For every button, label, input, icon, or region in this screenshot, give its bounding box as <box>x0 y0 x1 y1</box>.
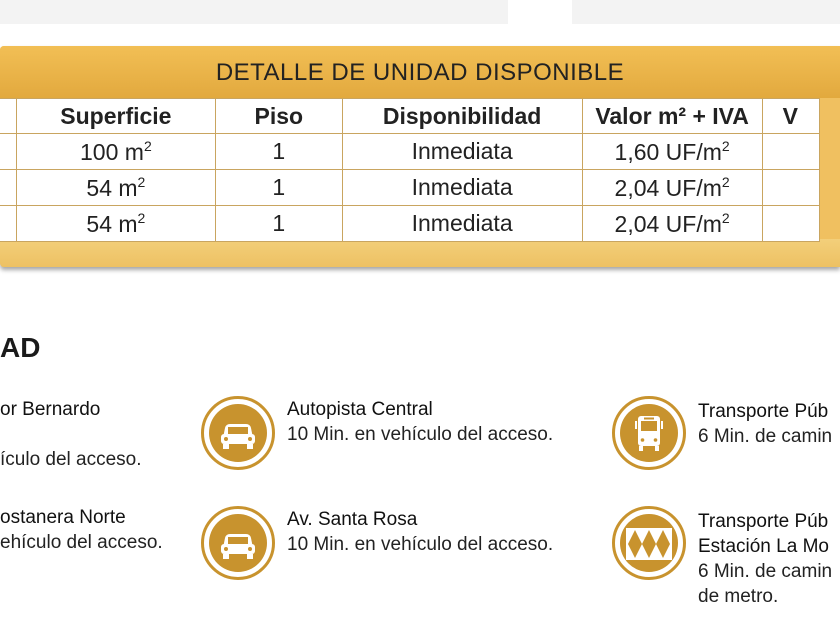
cell-valor: 1,60 $UF/m^2$ <box>582 134 762 170</box>
metro-icon <box>612 506 686 580</box>
bus-icon <box>612 396 686 470</box>
cell-piso: 1 <box>216 206 343 242</box>
location-item: ostanera Norte ehículo del acceso. <box>0 507 163 553</box>
cell-superficie: 54 $m^2$ <box>16 206 215 242</box>
column-header-superficie: Superficie <box>16 99 215 134</box>
table-row <box>0 170 820 206</box>
column-header-piso: Piso <box>216 99 343 134</box>
cell-disponibilidad: Inmediata <box>342 206 582 242</box>
location-item: Transporte Púb 6 Min. de camin <box>698 401 833 447</box>
location-item: Transporte Púb Estación La Mo 6 Min. de camin de metro. <box>698 511 833 607</box>
cell-superficie: 54 $m^2$ <box>16 170 215 206</box>
cell-superficie: 100 $m^2$ <box>16 134 215 170</box>
cell-piso: 1 <box>216 134 343 170</box>
column-header-disponibilidad: Disponibilidad <box>342 99 582 134</box>
top-bar-right <box>572 0 840 24</box>
table-footer-band <box>0 239 840 267</box>
section-title: AD <box>0 332 41 363</box>
car-icon <box>201 396 275 470</box>
cell-disponibilidad: Inmediata <box>342 170 582 206</box>
cell-valor: 2,04 $UF/m^2$ <box>582 206 762 242</box>
car-icon <box>201 506 275 580</box>
location-item: Autopista Central 10 Min. en vehículo del acceso. <box>287 399 554 445</box>
table-header-row <box>0 99 820 134</box>
table-row <box>0 134 820 170</box>
units-table <box>0 98 820 242</box>
cell-piso: 1 <box>216 170 343 206</box>
location-item: Av. Santa Rosa 10 Min. en vehículo del acceso. <box>287 509 554 555</box>
table-row <box>0 206 820 242</box>
table-title: DETALLE DE UNIDAD DISPONIBLE <box>215 59 625 86</box>
column-header <box>0 99 16 134</box>
cell-disponibilidad: Inmediata <box>342 134 582 170</box>
cell-valor: 2,04 $UF/m^2$ <box>582 170 762 206</box>
column-header-v: V <box>762 99 819 134</box>
location-item: or Bernardo ículo del acceso. <box>0 399 142 470</box>
top-bar-left <box>0 0 508 24</box>
column-header-valor: Valor m² + IVA <box>582 99 762 134</box>
unit-detail-table <box>0 46 840 267</box>
